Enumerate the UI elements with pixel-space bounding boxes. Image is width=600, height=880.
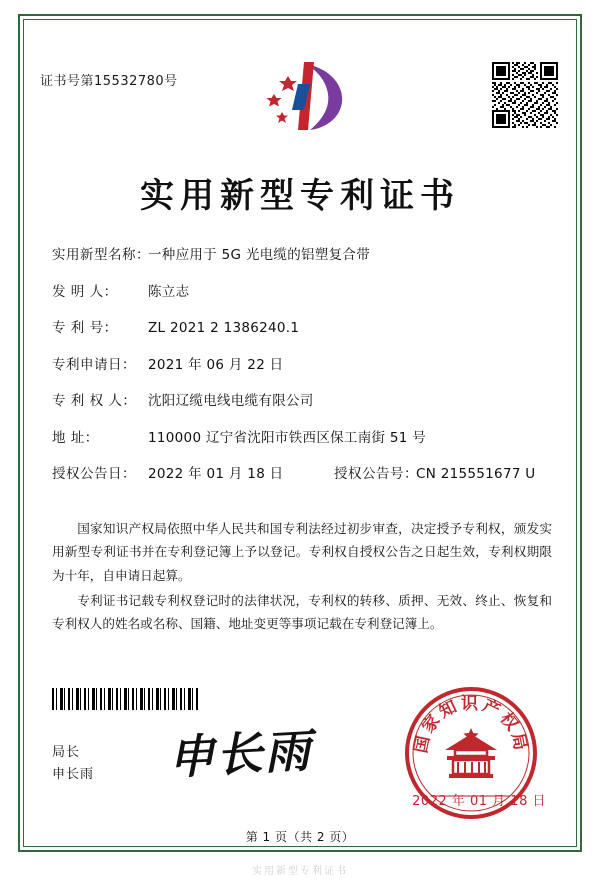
- director-label: 局长: [52, 745, 81, 760]
- field-value: CN 215551677 U: [416, 466, 536, 482]
- field-value: 110000 辽宁省沈阳市铁西区保工南街 51 号: [148, 429, 427, 446]
- field-value: 一种应用于 5G 光电缆的铝塑复合带: [148, 247, 371, 263]
- field-value: 2021 年 06 月 22 日: [148, 356, 284, 373]
- legal-text: [52, 517, 552, 637]
- seal-date: 2022 年 01 月 18 日: [412, 794, 546, 809]
- footer-note: 实用新型专利证书: [252, 866, 348, 877]
- handwritten-signature: 申长雨: [166, 723, 314, 785]
- field-row: [52, 243, 552, 263]
- field-list: [52, 243, 552, 499]
- paragraph: 专利证书记载专利权登记时的法律状况，专利权的转移、质押、无效、终止、恢复和专利权人的姓名或名称、国籍、地址变更等事项记载在专利登记簿上。: [52, 592, 552, 632]
- page-title: 实用新型专利证书: [140, 176, 460, 216]
- barcode: [52, 688, 198, 710]
- field-label: 实用新型名称：: [52, 247, 150, 263]
- certificate-number: 证书号第15532780号: [40, 74, 178, 89]
- field-value: ZL 2021 2 1386240.1: [148, 320, 300, 336]
- paragraph: 国家知识产权局依照中华人民共和国专利法经过初步审查，决定授予专利权，颁发实用新型专利证书并在专利登记簿上予以登记。专利权自授权公告之日起生效，专利权期限为十年，自申请日起算。: [52, 521, 552, 583]
- field-label: 专 利 号：: [52, 320, 118, 336]
- field-label: 发 明 人：: [52, 283, 118, 300]
- cnipa-logo-icon: [258, 58, 350, 134]
- field-row-grant: [52, 462, 552, 482]
- page-number: 第 1 页（共 2 页）: [245, 830, 355, 844]
- svg-text:国家知识产权局: 国家知识产权局: [411, 694, 531, 755]
- field-row: [52, 353, 552, 373]
- field-label: 授权公告号：: [334, 466, 418, 482]
- field-label: 授权公告日：: [52, 466, 136, 482]
- director-name: 申长雨: [52, 767, 95, 782]
- field-row: [52, 316, 552, 336]
- field-row: [52, 389, 552, 409]
- field-value: 陈立志: [148, 283, 190, 300]
- field-value: 2022 年 01 月 18 日: [148, 466, 284, 482]
- field-value: 沈阳辽缆电线电缆有限公司: [148, 393, 314, 409]
- qr-code-icon: [492, 62, 558, 128]
- field-row: [52, 426, 552, 446]
- field-label: 专 利 权 人：: [52, 393, 137, 409]
- field-label: 地 址：: [52, 429, 99, 446]
- field-label: 专利申请日：: [52, 356, 136, 373]
- field-row: [52, 280, 552, 300]
